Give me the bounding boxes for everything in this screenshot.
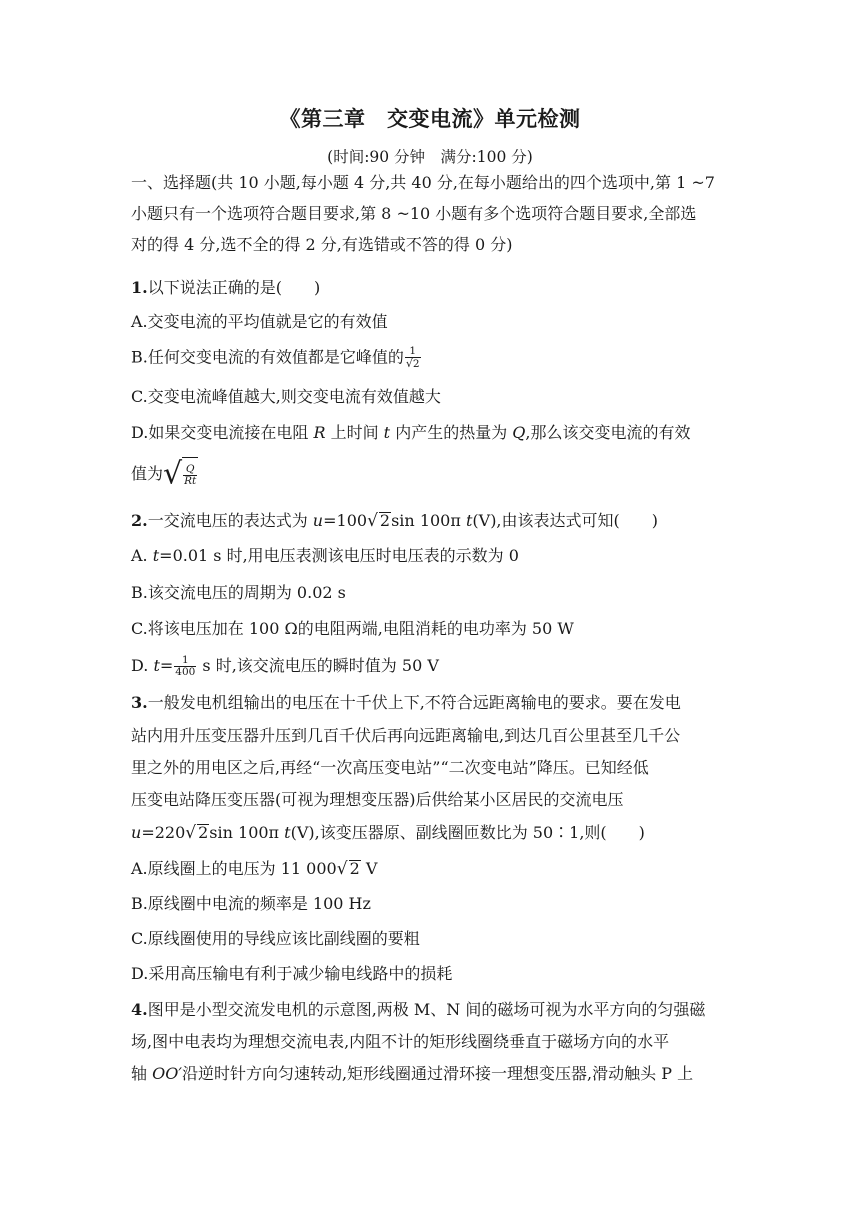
question-number: 4. [131, 1000, 148, 1019]
fraction-numerator: 1 [405, 346, 421, 358]
section-instructions-line-3: 对的得 4 分,选不全的得 2 分,有选错或不答的得 0 分) [131, 235, 513, 254]
radicand: 2 [198, 823, 209, 842]
radicand: 2 [412, 358, 420, 370]
question-1-option-a: A.交变电流的平均值就是它的有效值 [131, 312, 388, 331]
option-text: =0.01 s 时,用电压表测该电压时电压表的示数为 0 [159, 546, 519, 565]
option-text: D. [131, 656, 154, 675]
option-text: V [360, 859, 378, 878]
question-text: sin 100π [209, 823, 285, 842]
question-2-option-a [131, 545, 519, 567]
variable-t: t [284, 823, 291, 842]
fraction-denominator: 400 [175, 666, 196, 678]
question-3-option-d: D.采用高压输电有利于减少输电线路中的损耗 [131, 964, 453, 983]
question-1-option-d-line-1 [131, 422, 691, 444]
variable-R: R [313, 423, 326, 442]
question-1-stem [131, 277, 320, 299]
question-text: 图甲是小型交流发电机的示意图,两极 M、N 间的磁场可视为水平方向的匀强磁 [147, 1000, 706, 1019]
question-text: =100 [323, 511, 368, 530]
question-text: 一般发电机组输出的电压在十千伏上下,不符合远距离输电的要求。要在发电 [147, 693, 681, 712]
fraction-denominator: Rt [184, 475, 197, 487]
axis-label: OO′ [152, 1064, 182, 1083]
variable-u: u [131, 823, 142, 842]
variable-t: t [152, 546, 160, 565]
question-number: 1. [131, 278, 148, 297]
question-text: (V),该变压器原、副线圈匝数比为 50∶1,则( ) [290, 823, 645, 842]
variable-Q: Q [512, 423, 526, 442]
question-text: 沿逆时针方向匀速转动,矩形线圈通过滑环接一理想变压器,滑动触头 P 上 [181, 1064, 694, 1083]
question-1-option-c: C.交变电流峰值越大,则交变电流有效值越大 [131, 387, 441, 406]
question-2-option-d [131, 653, 439, 679]
fraction-q-over-rt [183, 464, 197, 487]
fraction-numerator: 1 [174, 655, 196, 667]
variable-t: t [153, 656, 160, 675]
radicand: 2 [379, 511, 391, 530]
question-3-option-a: A.原线圈上的电压为 11 000√ 2 V [131, 859, 378, 879]
question-text: sin 100π [391, 511, 466, 530]
question-text: =220 [141, 823, 186, 842]
variable-t: t [383, 423, 391, 442]
option-text: 值为 [131, 464, 164, 483]
fraction-one-over-root-two [405, 346, 421, 370]
exam-info: (时间:90 分钟 满分:100 分) [327, 148, 533, 166]
question-text: (V),由该表达式可知( ) [472, 511, 659, 530]
question-1-option-b [131, 346, 422, 370]
option-text: 上时间 [325, 423, 384, 442]
question-3-option-b: B.原线圈中电流的频率是 100 Hz [131, 894, 371, 913]
fraction-one-over-400 [174, 655, 196, 678]
option-text: B.任何交变电流的有效值都是它峰值的 [131, 347, 404, 367]
option-text: s 时,该交流电压的瞬时值为 50 V [197, 656, 439, 675]
question-4-line-1 [131, 999, 705, 1021]
question-3-line-3: 里之外的用电区之后,再经“一次高压变电站”“二次变电站”降压。已知经低 [131, 758, 649, 777]
question-text: 轴 [131, 1064, 153, 1083]
question-text: 一交流电压的表达式为 [147, 511, 313, 530]
square-root-formula: √ $\frac{Q}{Rt}$ [163, 456, 197, 492]
option-text: A.原线圈上的电压为 11 000 [131, 859, 337, 878]
question-number: 3. [131, 693, 148, 712]
variable-u: u [312, 511, 324, 530]
variable-t: t [465, 511, 473, 530]
section-instructions-line-1: 一、选择题(共 10 小题,每小题 4 分,共 40 分,在每小题给出的四个选项中,第 1 ~7 [131, 173, 715, 192]
question-3-option-c: C.原线圈使用的导线应该比副线圈的要粗 [131, 929, 420, 948]
question-3-line-5: u=220√ 2sin 100π t(V),该变压器原、副线圈匝数比为 50∶1,则( ) [131, 823, 645, 843]
question-text: 以下说法正确的是( ) [147, 278, 321, 297]
question-4-line-2: 场,图中电表均为理想交流电表,内阻不计的矩形线圈绕垂直于磁场方向的水平 [131, 1032, 670, 1051]
question-4-line-3 [131, 1063, 693, 1085]
page-title: 《第三章 交变电流》单元检测 [279, 107, 581, 131]
question-3-line-4: 压变电站降压变压器(可视为理想变压器)后供给某小区居民的交流电压 [131, 790, 624, 809]
option-text: = [159, 656, 174, 675]
option-text: A. [131, 546, 153, 565]
fraction-numerator: Q [185, 463, 195, 475]
question-3-line-2: 站内用升压变压器升压到几百千伏后再向远距离输电,到达几百公里甚至几千公 [131, 726, 681, 745]
option-text: 内产生的热量为 [390, 423, 513, 442]
question-number: 2. [131, 511, 148, 530]
question-3-line-1 [131, 692, 681, 714]
option-text: D.如果交变电流接在电阻 [131, 423, 314, 442]
question-2-option-c: C.将该电压加在 100 Ω的电阻两端,电阻消耗的电功率为 50 W [131, 619, 574, 638]
section-instructions-line-2: 小题只有一个选项符合题目要求,第 8 ~10 小题有多个选项符合题目要求,全部选 [131, 204, 697, 223]
option-text: ,那么该交变电流的有效 [525, 423, 691, 442]
question-2-stem: 2.一交流电压的表达式为 u=100√ 2sin 100π t(V),由该表达式可知( ) [131, 511, 659, 531]
question-1-option-d-line-2 [131, 457, 198, 492]
fraction-denominator: √2 [405, 357, 420, 370]
question-2-option-b: B.该交流电压的周期为 0.02 s [131, 583, 346, 602]
radicand: 2 [349, 859, 360, 878]
